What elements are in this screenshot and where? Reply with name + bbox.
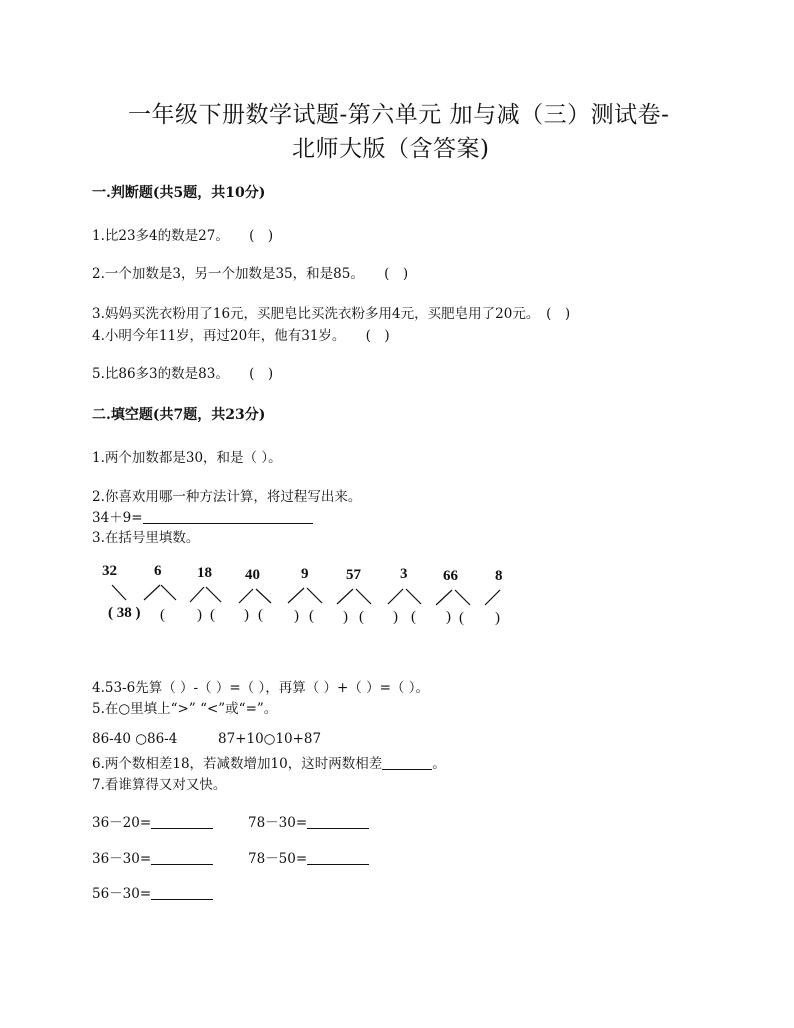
section2-heading: 二.填空题(共7题，共23分) [92, 407, 266, 423]
chain-paren: ( [359, 609, 364, 625]
fill-q5: 5.在○里填上“>” “<”或“=”。 [92, 701, 278, 717]
answer-blank[interactable] [382, 755, 432, 770]
calc-expression: 36－20= [92, 815, 152, 831]
calc-item [92, 811, 213, 831]
chain-number: 18 [197, 565, 212, 581]
page-title-line2: 北师大版（含答案) [292, 136, 490, 162]
answer-blank[interactable] [151, 885, 213, 900]
chain-paren: ) [244, 607, 249, 623]
fill-q2: 2.你喜欢用哪一种方法计算，将过程写出来。 [92, 489, 362, 505]
fill-q6 [92, 752, 446, 772]
calc-item [92, 882, 213, 902]
chain-number: 57 [346, 567, 361, 583]
calc-expression: 78－30= [248, 815, 308, 831]
answer-blank[interactable] [307, 850, 369, 865]
fill-q1: 1.两个加数都是30，和是（ ）。 [92, 450, 282, 466]
answer-blank[interactable] [307, 814, 369, 829]
chain-paren: ) [495, 610, 500, 626]
chain-number: 66 [443, 568, 458, 584]
calc-expression: 56－30= [92, 886, 152, 902]
fill-q6-text: 6.两个数相差18，若减数增加10，这时两数相差 [92, 756, 383, 772]
chain-number: 8 [495, 568, 503, 584]
fill-q4: 4.53-6先算（ ）-（ ）=（ ），再算（ ）+（ ）=（ ）。 [92, 680, 429, 696]
calc-item [248, 811, 369, 831]
chain-paren: ( [258, 607, 263, 623]
calc-item [248, 847, 369, 867]
section1-heading: 一.判断题(共5题，共10分) [92, 185, 266, 201]
chain-paren: ( [160, 607, 165, 623]
fill-q7: 7.看谁算得又对又快。 [92, 777, 227, 793]
judge-item-2: 2.一个加数是3，另一个加数是35，和是85。 ( ) [92, 266, 409, 282]
chain-number: 9 [301, 566, 309, 582]
fill-q5-expr-2: 87+10○10+87 [218, 731, 322, 747]
fill-q6-end: 。 [432, 756, 446, 772]
answer-blank[interactable] [151, 814, 213, 829]
chain-number: 6 [154, 563, 162, 579]
chain-paren: ) [446, 609, 451, 625]
fill-q5-expr-1: 86-40 ○86-4 [92, 731, 178, 747]
chain-paren: ) [294, 608, 299, 624]
chain-paren: ) [343, 609, 348, 625]
judge-item-5: 5.比86多3的数是83。 ( ) [92, 366, 274, 382]
calc-expression: 36－30= [92, 851, 152, 867]
fill-q3: 3.在括号里填数。 [92, 530, 200, 546]
calc-expression: 78－50= [248, 851, 308, 867]
chain-paren: ) [197, 607, 202, 623]
chain-paren: ( [459, 610, 464, 626]
judge-item-3: 3.妈妈买洗衣粉用了16元，买肥皂比买洗衣粉多用4元，买肥皂用了20元。 ( ) [92, 306, 571, 322]
calc-item [92, 847, 213, 867]
chain-number: 3 [400, 566, 408, 582]
chain-answer-given: ( 38 ) [108, 605, 141, 621]
chain-number: 40 [245, 567, 260, 583]
judge-item-1: 1.比23多4的数是27。 ( ) [92, 228, 274, 244]
fill-q2-expr-text: 34＋9= [92, 510, 143, 526]
judge-item-4: 4.小明今年11岁，再过20年，他有31岁。 ( ) [92, 328, 390, 344]
chain-paren: ) [393, 609, 398, 625]
chain-paren: ( [309, 608, 314, 624]
chain-paren: ( [411, 609, 416, 625]
page-title-line1: 一年级下册数学试题-第六单元 加与减（三）测试卷- [128, 102, 670, 128]
chain-paren: ( [210, 607, 215, 623]
chain-number: 32 [102, 563, 117, 579]
answer-blank[interactable] [151, 850, 213, 865]
